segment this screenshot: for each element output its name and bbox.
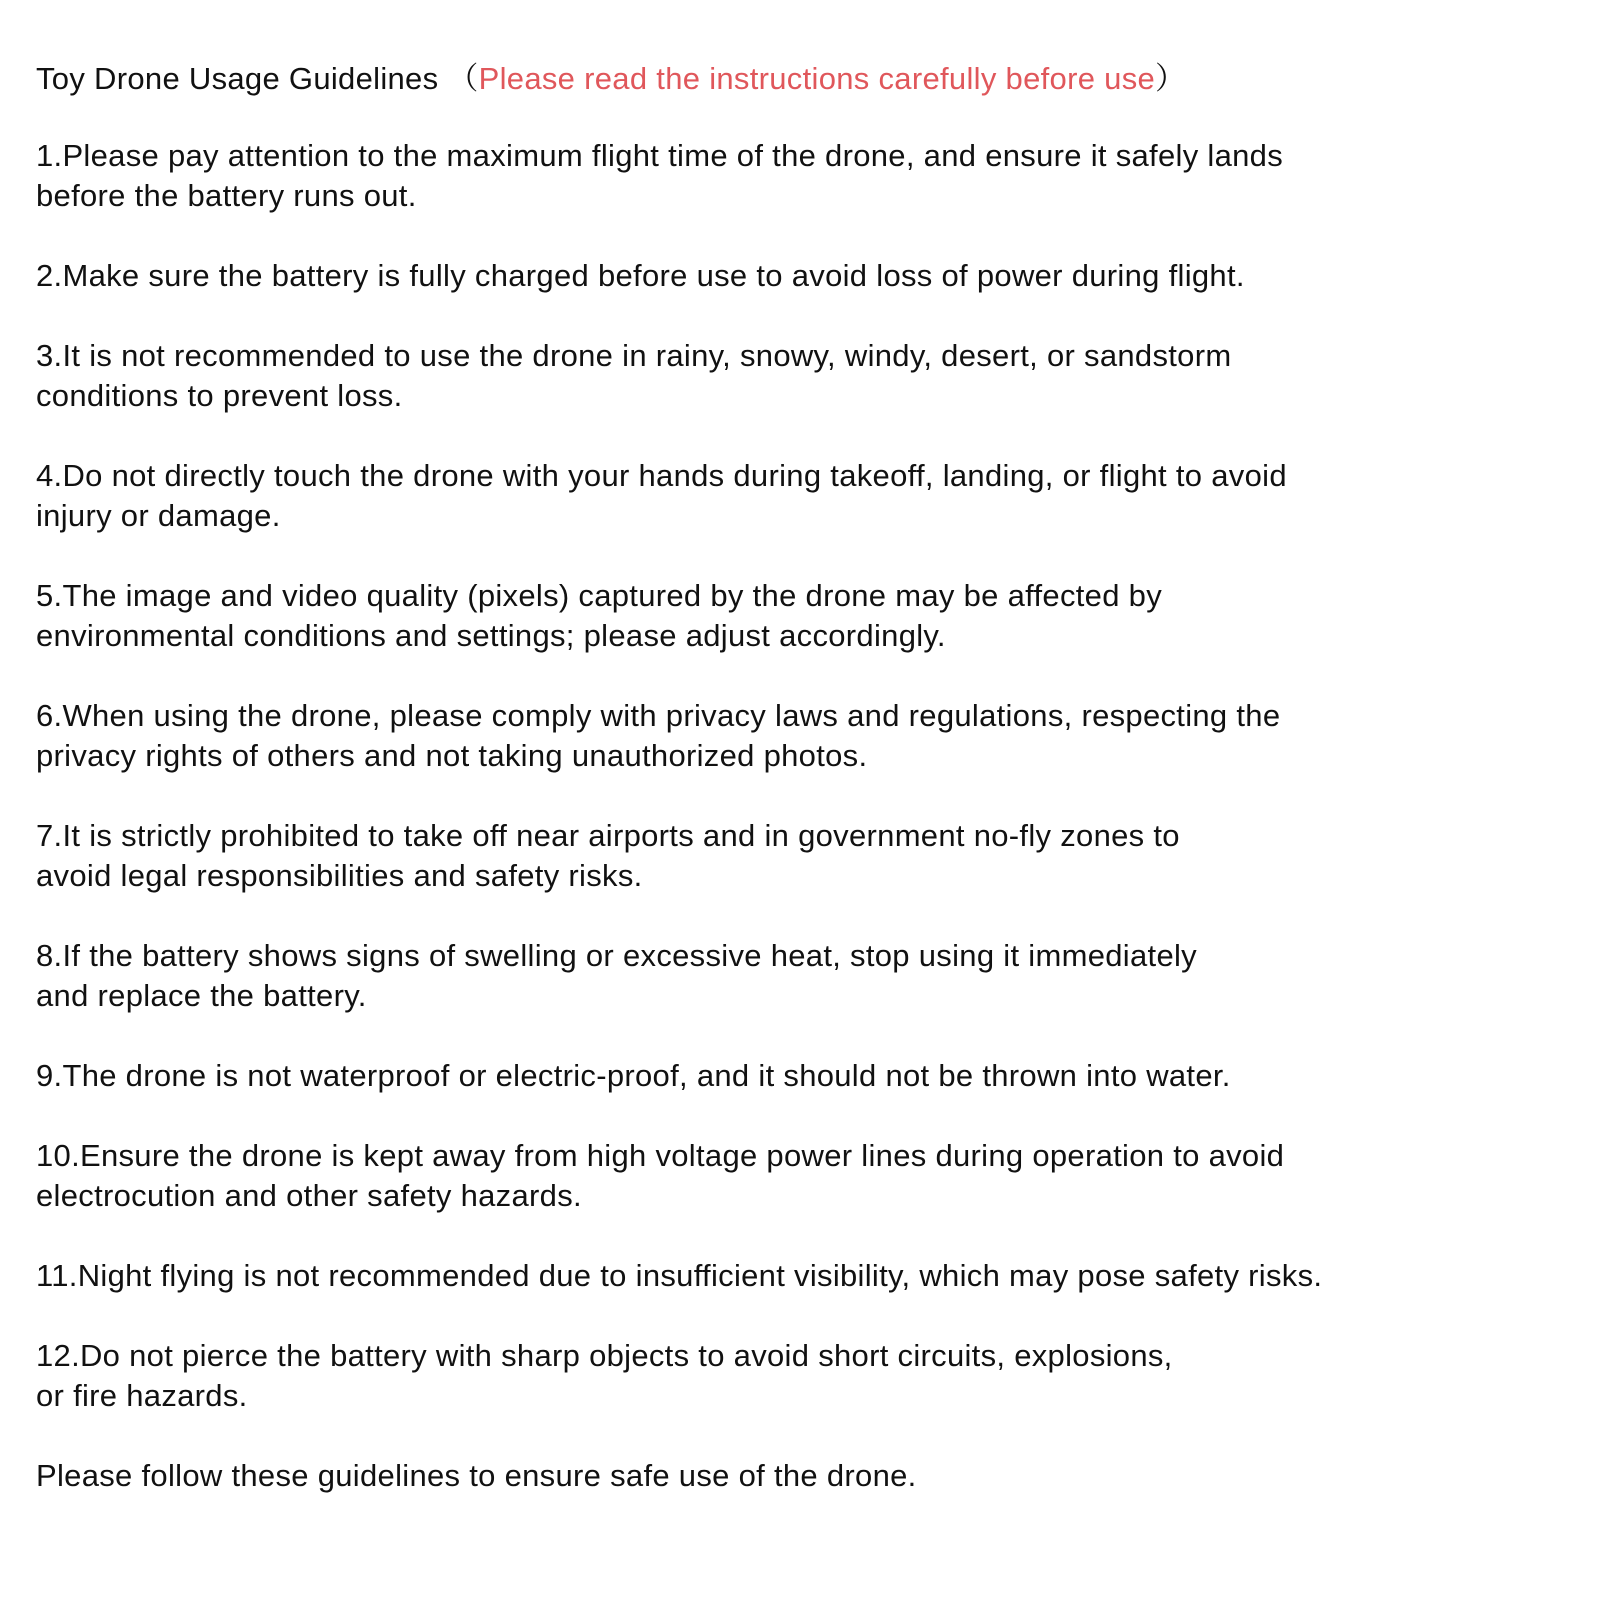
guideline-line: 1.Please pay attention to the maximum flight time of the drone, and ensure it safely lands bbox=[36, 138, 1284, 173]
read-instructions-notice: Please read the instructions carefully before use bbox=[478, 61, 1156, 96]
guideline-line: or fire hazards. bbox=[36, 1378, 248, 1413]
title-text: Toy Drone Usage Guidelines bbox=[36, 61, 439, 96]
guideline-line: 12.Do not pierce the battery with sharp objects to avoid short circuits, explosions, bbox=[36, 1338, 1173, 1373]
guideline-item-6 bbox=[36, 696, 1581, 776]
guideline-line: 9.The drone is not waterproof or electric-proof, and it should not be thrown into water. bbox=[36, 1058, 1231, 1093]
guideline-line: environmental conditions and settings; please adjust accordingly. bbox=[36, 618, 946, 653]
guideline-line: conditions to prevent loss. bbox=[36, 378, 403, 413]
title-close-paren: ） bbox=[1155, 61, 1187, 96]
guideline-item-2 bbox=[36, 256, 1581, 296]
guideline-item-5 bbox=[36, 576, 1581, 656]
guideline-line: 3.It is not recommended to use the drone in rainy, snowy, windy, desert, or sandstorm bbox=[36, 338, 1232, 373]
guideline-item-9 bbox=[36, 1056, 1581, 1096]
guideline-item-4 bbox=[36, 456, 1581, 536]
guideline-line: avoid legal responsibilities and safety risks. bbox=[36, 858, 643, 893]
closing-statement: Please follow these guidelines to ensure safe use of the drone. bbox=[36, 1458, 917, 1493]
guideline-line: before the battery runs out. bbox=[36, 178, 417, 213]
guideline-line: privacy rights of others and not taking unauthorized photos. bbox=[36, 738, 868, 773]
guideline-line: 7.It is strictly prohibited to take off near airports and in government no-fly zones to bbox=[36, 818, 1180, 853]
guideline-item-11 bbox=[36, 1256, 1581, 1296]
guidelines-document bbox=[36, 56, 1581, 1496]
guideline-item-8 bbox=[36, 936, 1581, 1016]
guideline-line: 10.Ensure the drone is kept away from high voltage power lines during operation to avoid bbox=[36, 1138, 1285, 1173]
guideline-line: 2.Make sure the battery is fully charged before use to avoid loss of power during flight. bbox=[36, 258, 1245, 293]
guideline-line: 5.The image and video quality (pixels) captured by the drone may be affected by bbox=[36, 578, 1163, 613]
guideline-line: electrocution and other safety hazards. bbox=[36, 1178, 582, 1213]
title-open-paren: （ bbox=[447, 61, 479, 96]
guideline-line: 8.If the battery shows signs of swelling or excessive heat, stop using it immediately bbox=[36, 938, 1197, 973]
guideline-item-10 bbox=[36, 1136, 1581, 1216]
guideline-item-1 bbox=[36, 136, 1581, 216]
guideline-line: 4.Do not directly touch the drone with your hands during takeoff, landing, or flight to avoid bbox=[36, 458, 1287, 493]
guideline-item-12 bbox=[36, 1336, 1581, 1416]
guideline-line: 11.Night flying is not recommended due to insufficient visibility, which may pose safety risks. bbox=[36, 1258, 1323, 1293]
guideline-line: and replace the battery. bbox=[36, 978, 367, 1013]
guideline-item-7 bbox=[36, 816, 1581, 896]
guideline-line: injury or damage. bbox=[36, 498, 281, 533]
guideline-item-3 bbox=[36, 336, 1581, 416]
guideline-line: 6.When using the drone, please comply with privacy laws and regulations, respecting the bbox=[36, 698, 1281, 733]
document-title bbox=[36, 56, 1581, 101]
